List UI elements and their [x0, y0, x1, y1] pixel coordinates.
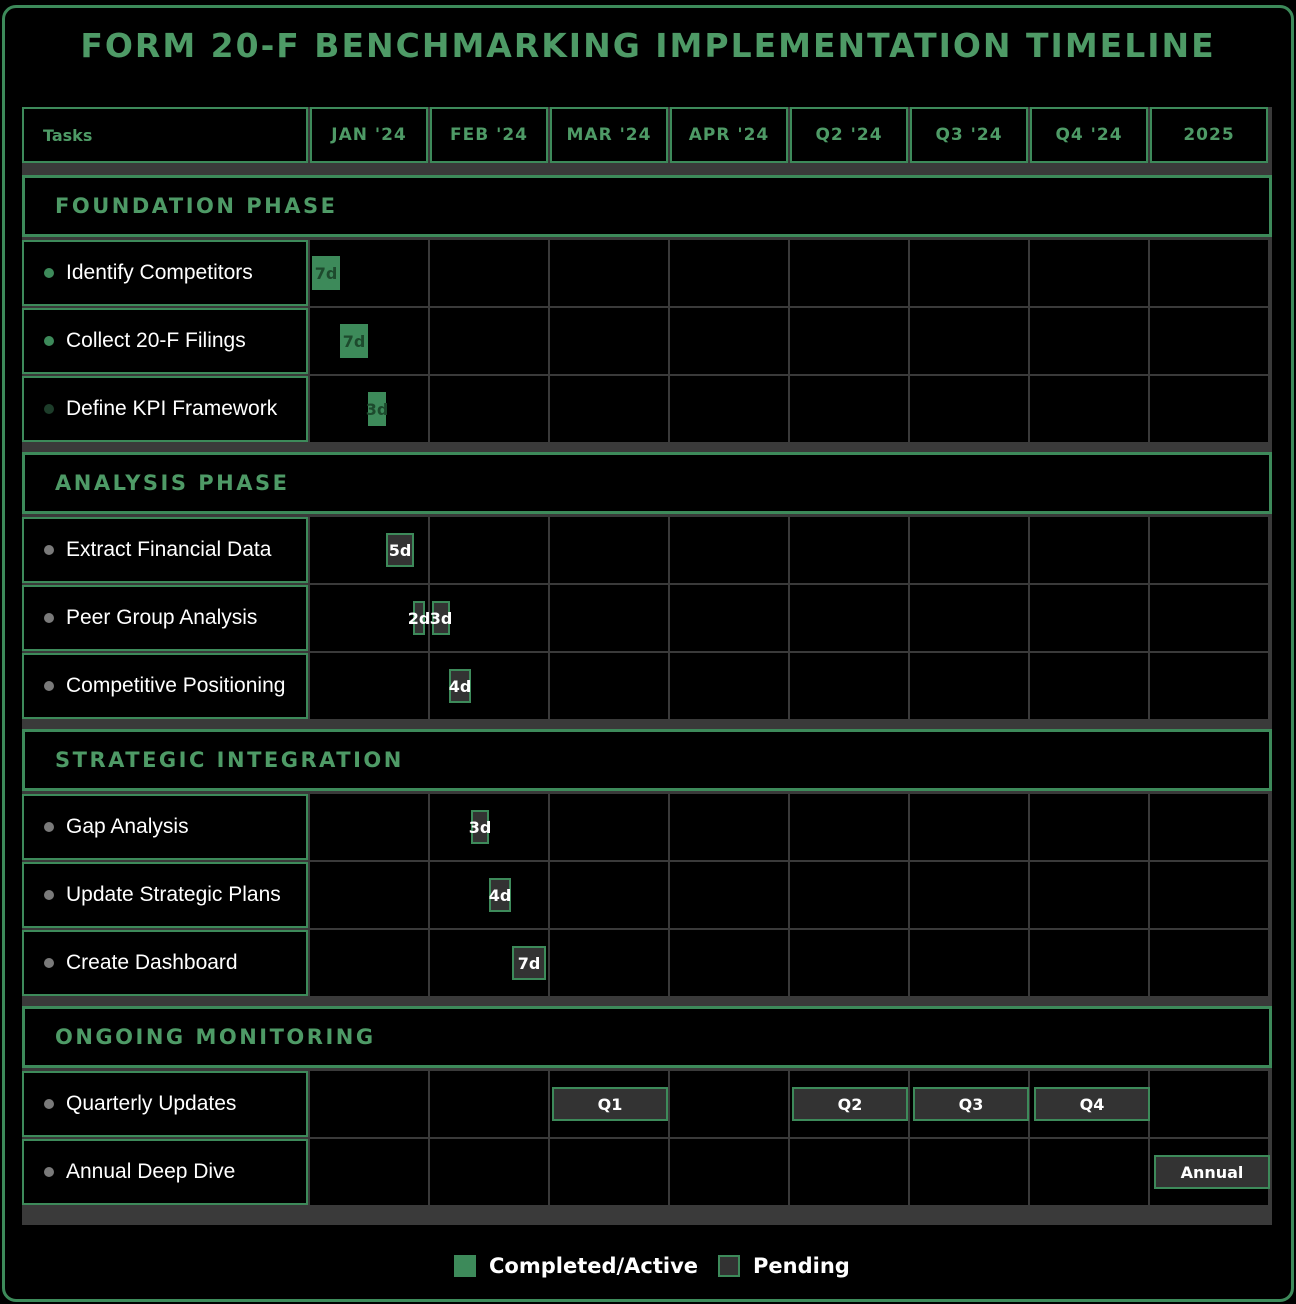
task-bar-label: Q4: [1079, 1094, 1105, 1114]
task-row-label: [22, 376, 308, 442]
timeline-cell: [790, 585, 908, 651]
task-name: Peer Group Analysis: [66, 606, 258, 629]
task-name: Update Strategic Plans: [66, 883, 281, 906]
timeline-cell: [550, 930, 668, 996]
task-name: Collect 20-F Filings: [66, 329, 246, 352]
task-name: Annual Deep Dive: [66, 1160, 236, 1183]
timeline-cell: [790, 517, 908, 583]
timeline-cell: [670, 1071, 788, 1137]
timeline-cell: [1150, 794, 1268, 860]
status-dot-icon: [44, 613, 54, 623]
timeline-cell: [550, 376, 668, 442]
timeline-cell: [550, 308, 668, 374]
timeline-cell: [1150, 308, 1268, 374]
timeline-cell: [910, 862, 1028, 928]
timeline-cell: [430, 1139, 548, 1205]
timeline-cell: [790, 794, 908, 860]
timeline-cell: [910, 1139, 1028, 1205]
task-bar-label: 4d: [488, 885, 512, 905]
task-bar-label: 5d: [388, 540, 412, 560]
task-name: Extract Financial Data: [66, 538, 272, 561]
phase-header: FOUNDATION PHASE: [22, 175, 1272, 237]
timeline-cell: [430, 308, 548, 374]
status-dot-icon: [44, 822, 54, 832]
column-header-4: APR '24: [670, 107, 788, 163]
legend-pending-swatch: [718, 1255, 740, 1277]
task-row-label: [22, 517, 308, 583]
timeline-cell: [1030, 376, 1148, 442]
task-bar[interactable]: [429, 601, 453, 635]
task-bar[interactable]: [512, 946, 546, 980]
column-header-2: FEB '24: [430, 107, 548, 163]
timeline-cell: [670, 930, 788, 996]
timeline-cell: [550, 794, 668, 860]
timeline-cell: [670, 794, 788, 860]
timeline-cell: [550, 862, 668, 928]
status-dot-icon: [44, 681, 54, 691]
column-header-6: Q3 '24: [910, 107, 1028, 163]
legend-completed-label: Completed/Active: [489, 1254, 699, 1278]
page-title: FORM 20-F BENCHMARKING IMPLEMENTATION TIMELINE: [80, 26, 1216, 65]
task-row-label: [22, 862, 308, 928]
timeline-cell: [910, 376, 1028, 442]
timeline-cell: [670, 517, 788, 583]
task-row-label: [22, 653, 308, 719]
timeline-cell: [790, 1139, 908, 1205]
timeline-cell: [670, 862, 788, 928]
task-row-label: [22, 308, 308, 374]
task-row-label: [22, 794, 308, 860]
task-bar-label: Q3: [958, 1094, 984, 1114]
status-dot-icon: [44, 336, 54, 346]
task-bar[interactable]: [913, 1087, 1029, 1121]
timeline-cell: [1150, 1071, 1268, 1137]
timeline-cell: [550, 517, 668, 583]
task-name: Define KPI Framework: [66, 397, 278, 420]
legend-pending: [718, 1253, 850, 1279]
task-name: Identify Competitors: [66, 261, 253, 284]
task-row-label: [22, 930, 308, 996]
task-bar[interactable]: [386, 533, 414, 567]
timeline-cell: [790, 308, 908, 374]
timeline-cell: [430, 376, 548, 442]
task-bar[interactable]: [340, 324, 368, 358]
timeline-cell: [1150, 653, 1268, 719]
task-bar[interactable]: [365, 392, 389, 426]
timeline-cell: [430, 240, 548, 306]
column-header-8: 2025: [1150, 107, 1268, 163]
column-header-tasks: Tasks: [22, 107, 308, 163]
task-bar-label: Q2: [837, 1094, 863, 1114]
timeline-cell: [310, 930, 428, 996]
timeline-cell: [910, 794, 1028, 860]
timeline-cell: [670, 653, 788, 719]
timeline-cell: [790, 930, 908, 996]
task-name: Quarterly Updates: [66, 1092, 237, 1115]
timeline-cell: [910, 240, 1028, 306]
timeline-cell: [310, 862, 428, 928]
timeline-cell: [1030, 794, 1148, 860]
timeline-cell: [1150, 240, 1268, 306]
task-bar[interactable]: [449, 669, 471, 703]
status-dot-icon: [44, 890, 54, 900]
timeline-cell: [790, 240, 908, 306]
timeline-cell: [1030, 517, 1148, 583]
legend-completed-swatch: [454, 1255, 476, 1277]
task-bar-label: 3d: [365, 399, 389, 419]
timeline-cell: [430, 1071, 548, 1137]
timeline-cell: [1150, 517, 1268, 583]
timeline-cell: [430, 517, 548, 583]
column-header-7: Q4 '24: [1030, 107, 1148, 163]
task-bar-label: 7d: [517, 953, 541, 973]
timeline-cell: [670, 376, 788, 442]
task-bar-label: Annual: [1180, 1162, 1244, 1182]
legend-pending-label: Pending: [753, 1254, 850, 1278]
timeline-cell: [790, 653, 908, 719]
timeline-cell: [1030, 585, 1148, 651]
timeline-cell: [550, 585, 668, 651]
task-bar[interactable]: [312, 256, 340, 290]
status-dot-icon: [44, 1167, 54, 1177]
timeline-cell: [1030, 240, 1148, 306]
task-bar-label: 4d: [448, 676, 472, 696]
phase-header: STRATEGIC INTEGRATION: [22, 729, 1272, 791]
timeline-cell: [1030, 862, 1148, 928]
column-header-1: JAN '24: [310, 107, 428, 163]
timeline-cell: [670, 1139, 788, 1205]
task-bar-label: 2d: [407, 608, 431, 628]
task-row-label: [22, 1139, 308, 1205]
status-dot-icon: [44, 1099, 54, 1109]
timeline-cell: [1150, 862, 1268, 928]
status-dot-icon: [44, 958, 54, 968]
status-dot-icon: [44, 268, 54, 278]
task-bar-label: 3d: [468, 817, 492, 837]
task-bar[interactable]: [1154, 1155, 1270, 1189]
timeline-cell: [1030, 930, 1148, 996]
timeline-cell: [310, 653, 428, 719]
task-bar[interactable]: [792, 1087, 908, 1121]
task-bar-label: 7d: [314, 263, 338, 283]
timeline-cell: [1030, 653, 1148, 719]
status-dot-icon: [44, 545, 54, 555]
timeline-cell: [1150, 376, 1268, 442]
legend-completed: [454, 1253, 698, 1279]
task-name: Gap Analysis: [66, 815, 189, 838]
timeline-cell: [430, 653, 548, 719]
task-name: Competitive Positioning: [66, 674, 286, 697]
status-dot-icon: [44, 404, 54, 414]
timeline-cell: [670, 585, 788, 651]
timeline-cell: [910, 930, 1028, 996]
task-bar[interactable]: [407, 601, 431, 635]
timeline-cell: [910, 517, 1028, 583]
task-bar[interactable]: [1034, 1087, 1150, 1121]
timeline-cell: [910, 308, 1028, 374]
timeline-cell: [1150, 930, 1268, 996]
timeline-cell: [310, 1071, 428, 1137]
column-header-3: MAR '24: [550, 107, 668, 163]
task-bar[interactable]: [468, 810, 492, 844]
phase-header: ANALYSIS PHASE: [22, 452, 1272, 514]
task-bar[interactable]: [489, 878, 511, 912]
task-bar[interactable]: [552, 1087, 668, 1121]
column-header-5: Q2 '24: [790, 107, 908, 163]
task-bar-label: 3d: [429, 608, 453, 628]
timeline-cell: [670, 240, 788, 306]
timeline-cell: [670, 308, 788, 374]
timeline-cell: [910, 585, 1028, 651]
task-row-label: [22, 1071, 308, 1137]
timeline-grid: [22, 107, 1272, 1225]
timeline-cell: [910, 653, 1028, 719]
timeline-cell: [550, 1139, 668, 1205]
task-row-label: [22, 585, 308, 651]
timeline-cell: [790, 376, 908, 442]
task-name: Create Dashboard: [66, 951, 238, 974]
timeline-cell: [310, 1139, 428, 1205]
timeline-cell: [310, 308, 428, 374]
timeline-cell: [550, 653, 668, 719]
task-bar-label: 7d: [342, 331, 366, 351]
task-row-label: [22, 240, 308, 306]
timeline-cell: [1030, 1139, 1148, 1205]
timeline-cell: [790, 862, 908, 928]
timeline-cell: [550, 240, 668, 306]
timeline-cell: [310, 794, 428, 860]
task-bar-label: Q1: [597, 1094, 623, 1114]
timeline-cell: [1030, 308, 1148, 374]
phase-header: ONGOING MONITORING: [22, 1006, 1272, 1068]
timeline-cell: [1150, 585, 1268, 651]
